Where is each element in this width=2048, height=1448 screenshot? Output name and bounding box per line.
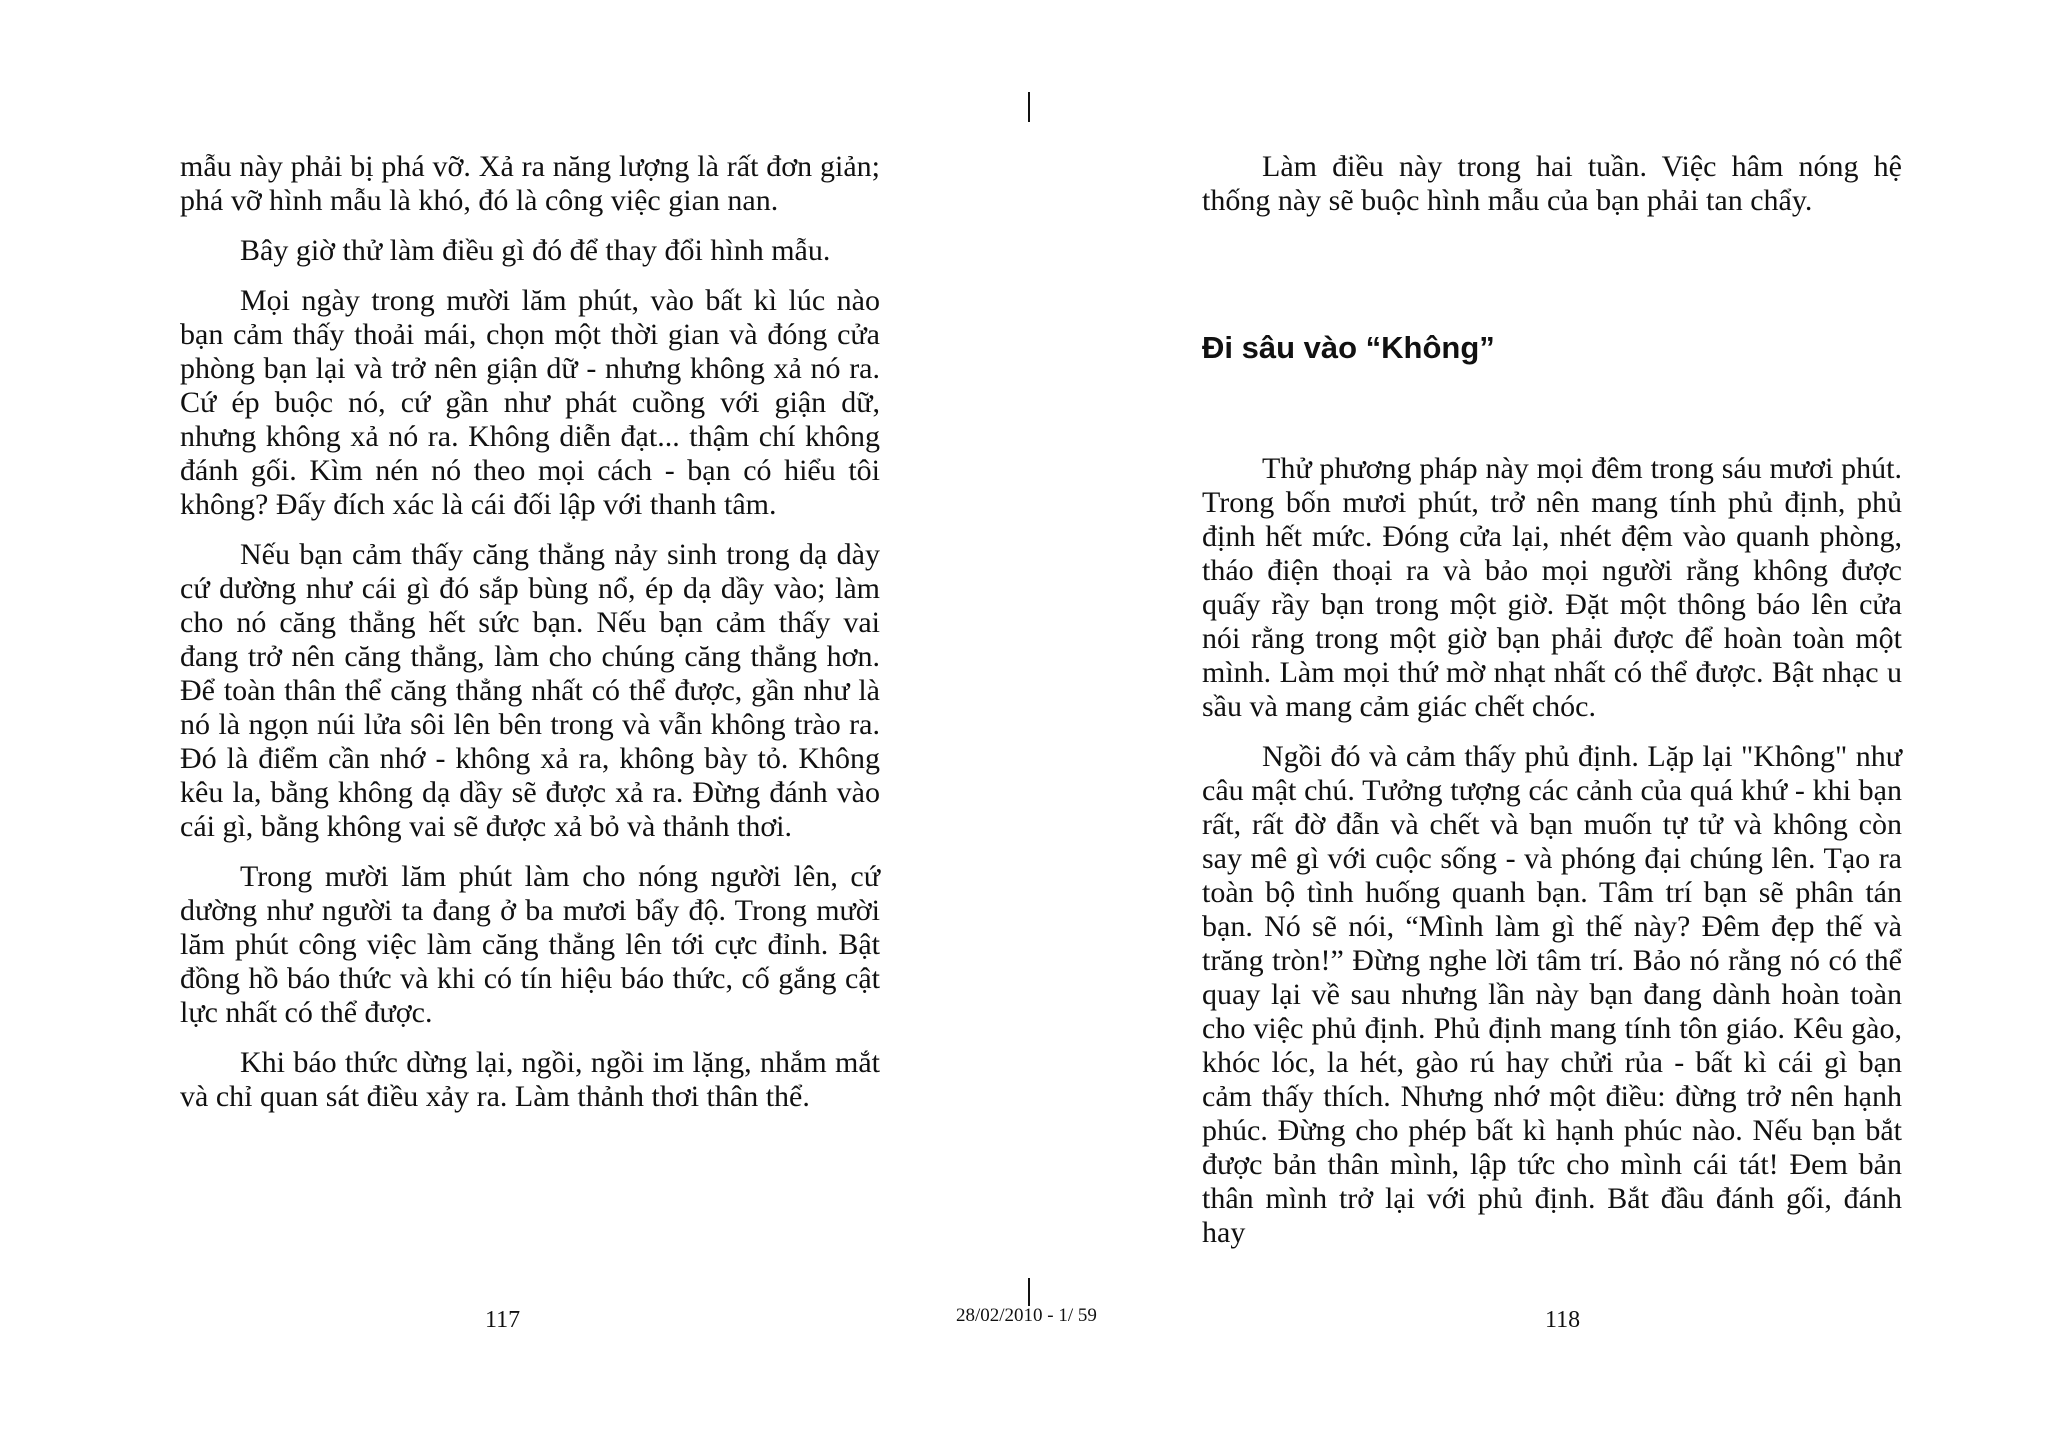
section-spacer-bottom (1202, 366, 1902, 452)
left-paragraph-4: Nếu bạn cảm thấy căng thẳng nảy sinh trong dạ dày cứ dường như cái gì đó sắp bùng nổ, ép dạ dầy vào; làm cho nó căng thẳng hết sức bạn. Nếu bạn cảm thấy vai đang trở nên căng thẳng, làm cho chúng căng thẳng hơn. Để toàn thân thể căng thẳng nhất có thể được, gần như là nó là ngọn núi lửa sôi lên bên trong và vẫn không trào ra. Đó là điểm cần nhớ - không xả ra, không bày tỏ. Không kêu la, bằng không dạ dầy sẽ được xả ra. Đừng đánh vào cái gì, bằng không vai sẽ được xả bỏ và thảnh thơi. (180, 538, 880, 843)
right-paragraph-1: Thử phương pháp này mọi đêm trong sáu mươi phút. Trong bốn mươi phút, trở nên mang tính phủ định, phủ định hết mức. Đóng cửa lại, nhét đệm vào quanh phòng, tháo điện thoại ra và bảo mọi người rằng không được quấy rầy bạn trong một giờ. Đặt một thông báo lên cửa nói rằng trong một giờ bạn phải được để hoàn toàn một mình. Làm mọi thứ mờ nhạt nhất có thể được. Bật nhạc u sầu và mang cảm giác chết chóc. (1202, 452, 1902, 723)
center-divider-bottom (1028, 1278, 1030, 1306)
left-paragraph-1: mẫu này phải bị phá vỡ. Xả ra năng lượng là rất đơn giản; phá vỡ hình mẫu là khó, đó là công việc gian nan. (180, 150, 880, 217)
section-spacer-top (1202, 234, 1902, 330)
center-divider-top (1028, 92, 1030, 122)
right-intro-paragraph: Làm điều này trong hai tuần. Việc hâm nóng hệ thống này sẽ buộc hình mẫu của bạn phải tan chẩy. (1202, 150, 1902, 217)
page-number-left: 117 (485, 1307, 521, 1333)
section-heading: Đi sâu vào “Không” (1202, 330, 1495, 365)
footer-stamp: 28/02/2010 - 1/ 59 (956, 1305, 1097, 1326)
left-paragraph-3: Mọi ngày trong mười lăm phút, vào bất kì lúc nào bạn cảm thấy thoải mái, chọn một thời gian và đóng cửa phòng bạn lại và trở nên giận dữ - nhưng không xả nó ra. Cứ ép buộc nó, cứ gần như phát cuồng với giận dữ, nhưng không xả nó ra. Không diễn đạt... thậm chí không đánh gối. Kìm nén nó theo mọi cách - bạn có hiểu tôi không? Đấy đích xác là cái đối lập với thanh tâm. (180, 284, 880, 521)
left-paragraph-6: Khi báo thức dừng lại, ngồi, ngồi im lặng, nhắm mắt và chỉ quan sát điều xảy ra. Làm thảnh thơi thân thể. (180, 1046, 880, 1113)
right-paragraph-2: Ngồi đó và cảm thấy phủ định. Lặp lại "Không" như câu mật chú. Tưởng tượng các cảnh của quá khứ - khi bạn rất, rất đờ đẫn và chết và bạn muốn tự tử và không còn say mê gì với cuộc sống - và phóng đại chúng lên. Tạo ra toàn bộ tình huống quanh bạn. Tâm trí bạn sẽ phân tán bạn. Nó sẽ nói, “Mình làm gì thế này? Đêm đẹp thế và trăng tròn!” Đừng nghe lời tâm trí. Bảo nó rằng nó có thể quay lại về sau nhưng lần này bạn đang dành hoàn toàn cho việc phủ định. Phủ định mang tính tôn giáo. Kêu gào, khóc lóc, la hét, gào rú hay chửi rủa - bất kì cái gì bạn cảm thấy thích. Nhưng nhớ một điều: đừng trở nên hạnh phúc. Đừng cho phép bất kì hạnh phúc nào. Nếu bạn bắt được bản thân mình, lập tức cho mình cái tát! Đem bản thân mình trở lại với phủ định. Bắt đầu đánh gối, đánh hay (1202, 740, 1902, 1249)
page-number-right: 118 (1545, 1307, 1581, 1333)
left-paragraph-2: Bây giờ thử làm điều gì đó để thay đổi hình mẫu. (240, 234, 831, 267)
left-paragraph-5: Trong mười lăm phút làm cho nóng người lên, cứ dường như người ta đang ở ba mươi bẩy độ. Trong mười lăm phút công việc làm căng thẳng lên tới cực đỉnh. Bật đồng hồ báo thức và khi có tín hiệu báo thức, cố gắng cật lực nhất có thể được. (180, 860, 880, 1029)
right-page (1202, 150, 1902, 1266)
left-page (180, 150, 880, 1130)
